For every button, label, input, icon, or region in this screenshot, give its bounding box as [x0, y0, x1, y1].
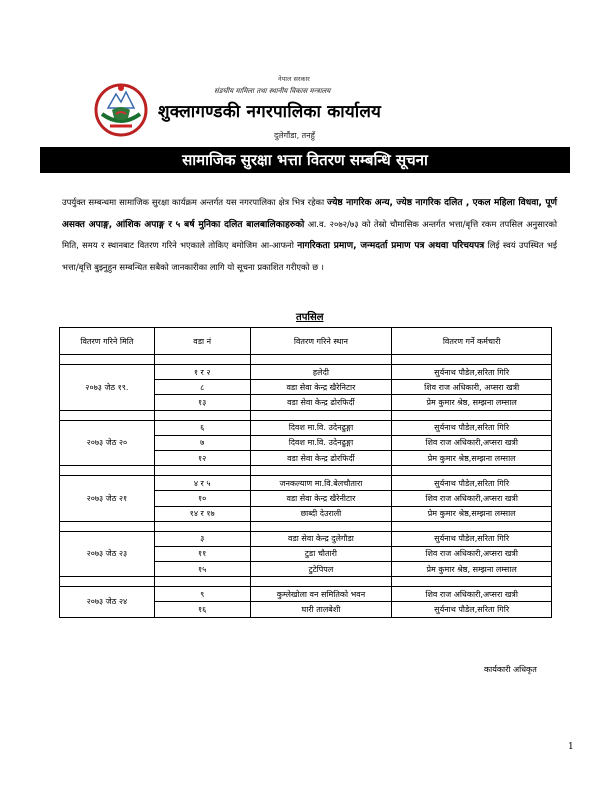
staff-cell: शिव राज अधिकारी, अप्सरा खत्री	[392, 380, 552, 395]
letterhead	[0, 0, 612, 150]
staff-cell: सुर्यनाथ पौडेल,सरिता गिरि	[392, 476, 552, 491]
staff-cell: प्रेम कुमार श्रेष्ठ,सम्झना लम्साल	[392, 450, 552, 465]
body-bold-2: नागरिकता प्रमाण, जन्मदर्ता प्रमाण पत्र अथवा परिचयपत्र	[297, 241, 485, 251]
body-text-3: लिई स्वयं उपस्थित भई भत्ता/बृत्ति बुझ्नुहुन सम्बन्धित सबैको जानकारीका लागि यो सूचना प्रकाशित गरीएको छ ।	[62, 240, 557, 272]
staff-cell: सुर्यनाथ पौडेल,सरिता गिरि	[392, 602, 552, 617]
place-cell: टुडा चौतारी	[250, 546, 392, 561]
place-cell: घारी तालबेशी	[250, 602, 392, 617]
place-cell: वडा सेवा केन्द्र दुलेगौडा	[250, 531, 392, 546]
spacer-cell	[60, 410, 155, 420]
header-date: वितरण गरिने मिति	[60, 328, 155, 355]
ward-cell: ४ र ५	[154, 476, 250, 491]
nepal-emblem-icon	[92, 80, 150, 138]
spacer-cell	[60, 355, 155, 365]
place-cell: वडा सेवा केन्द्र खैरेनिटार	[250, 380, 392, 395]
ward-cell: ८	[154, 380, 250, 395]
ward-cell: १२	[154, 450, 250, 465]
staff-cell: शिव राज अधिकारी,अप्सरा खत्री	[392, 435, 552, 450]
group-date: २०७३ जेठ २४	[60, 587, 155, 617]
notice-title: सामाजिक सुरक्षा भत्ता वितरण सम्बन्धि सूचना	[40, 147, 570, 173]
staff-cell: प्रेम कुमार श्रेष्ठ, सम्झना लम्साल	[392, 562, 552, 577]
ward-cell: ९	[154, 587, 250, 602]
place-cell: जनकल्याण मा.वि.बेलचौतारा	[250, 476, 392, 491]
page-number: 1	[568, 742, 574, 752]
distribution-schedule-table	[59, 327, 552, 618]
place-cell: वडा सेवा केन्द्र खैरेनीटार	[250, 491, 392, 506]
body-text-1: उपर्युक्त सम्बन्धमा सामाजिक सुरक्षा कार्यक्रम अन्तर्गत यस नगरपालिका क्षेत्र भित्र रहेका	[62, 197, 328, 207]
body-text-2: आ.व. २०७२/७३ को तेस्रो चौमासिक अन्तर्गत भत्ता/बृत्ति रकम तपसिल अनुसारको मिति, समय र स्थानबाट वितरण गरिने भएकाले तोकिए बमोजिम आ-आफनो	[62, 218, 557, 250]
ward-cell: ३	[154, 531, 250, 546]
ward-cell: १ र २	[154, 365, 250, 380]
place-cell: टुटेपिपल	[250, 562, 392, 577]
table-row	[60, 531, 552, 546]
table-row	[60, 587, 552, 602]
place-cell: दिवश मा.वि. उदेनढुङ्गा	[250, 420, 392, 435]
table-row	[60, 476, 552, 491]
ward-cell: १६	[154, 602, 250, 617]
group-date: २०७३ जेठ १९.	[60, 365, 155, 411]
spacer-cell	[60, 466, 155, 476]
header-ward: वडा नं	[154, 328, 250, 355]
notice-body	[62, 192, 557, 277]
header-staff: वितरण गर्ने कर्मचारी	[392, 328, 552, 355]
place-cell: वडा सेवा केन्द्र ढोरफिर्दी	[250, 450, 392, 465]
ward-cell: १५	[154, 562, 250, 577]
body-bold-1: ज्येष्ठ नागरिक अन्य, ज्येष्ठ नागरिक दलित , एकल महिला विधवा, पूर्ण असक्त अपाङ्ग, आंशिक अपाङ्ग र ५ बर्ष मुनिका दलित बालबालिकाहरुको	[62, 198, 557, 230]
spacer-cell	[60, 577, 155, 587]
ward-cell: १४ र १७	[154, 506, 250, 521]
ward-cell: १०	[154, 491, 250, 506]
signatory-title: कार्यकारी अधिकृत	[484, 665, 537, 674]
office-location: दुलेगौंडा, तनहुँ	[274, 131, 315, 140]
staff-cell: सुर्यनाथ पौडेल,सरिता गिरि	[392, 365, 552, 380]
header-place: वितरण गरिने स्थान	[250, 328, 392, 355]
staff-cell: प्रेम कुमार श्रेष्ठ, सम्झना लम्साल	[392, 395, 552, 410]
schedule-heading: तपसिल	[296, 312, 324, 323]
staff-cell: शिव राज अधिकारी,अप्सरा खत्री	[392, 491, 552, 506]
place-cell: हलेदी	[250, 365, 392, 380]
staff-cell: प्रेम कुमार श्रेष्ठ,सम्झना लम्साल	[392, 506, 552, 521]
table-header-row	[60, 328, 552, 355]
group-date: २०७३ जेठ २१	[60, 476, 155, 522]
staff-cell: सुर्यनाथ पौडेल,सरिता गिरि	[392, 531, 552, 546]
group-date: २०७३ जेठ २०	[60, 420, 155, 466]
place-cell: वडा सेवा केन्द्र ढोरफिर्दी	[250, 395, 392, 410]
ward-cell: ७	[154, 435, 250, 450]
ministry-label: संङघीय मामिला तथा स्थानीय विकास मन्त्रालय	[214, 87, 331, 95]
ward-cell: ११	[154, 546, 250, 561]
office-title: शुक्लागण्डकी नगरपालिका कार्यालय	[158, 102, 382, 122]
staff-cell: शिव राज अधिकारी,अप्सरा खत्री	[392, 587, 552, 602]
place-cell: कुम्लेखोला वन समितिको भवन	[250, 587, 392, 602]
place-cell: छाब्दी देउराली	[250, 506, 392, 521]
staff-cell: सुर्यनाथ पौडेल,सरिता गिरि	[392, 420, 552, 435]
spacer-cell	[60, 521, 155, 531]
table-row	[60, 365, 552, 380]
ward-cell: ६	[154, 420, 250, 435]
place-cell: दिवश मा.वि. उदेनढुङ्गा	[250, 435, 392, 450]
table-row	[60, 420, 552, 435]
group-date: २०७३ जेठ २३	[60, 531, 155, 577]
ward-cell: १३	[154, 395, 250, 410]
staff-cell: शिव राज अधिकारी,अप्सरा खत्री	[392, 546, 552, 561]
government-label: नेपाल सरकार	[278, 75, 310, 83]
